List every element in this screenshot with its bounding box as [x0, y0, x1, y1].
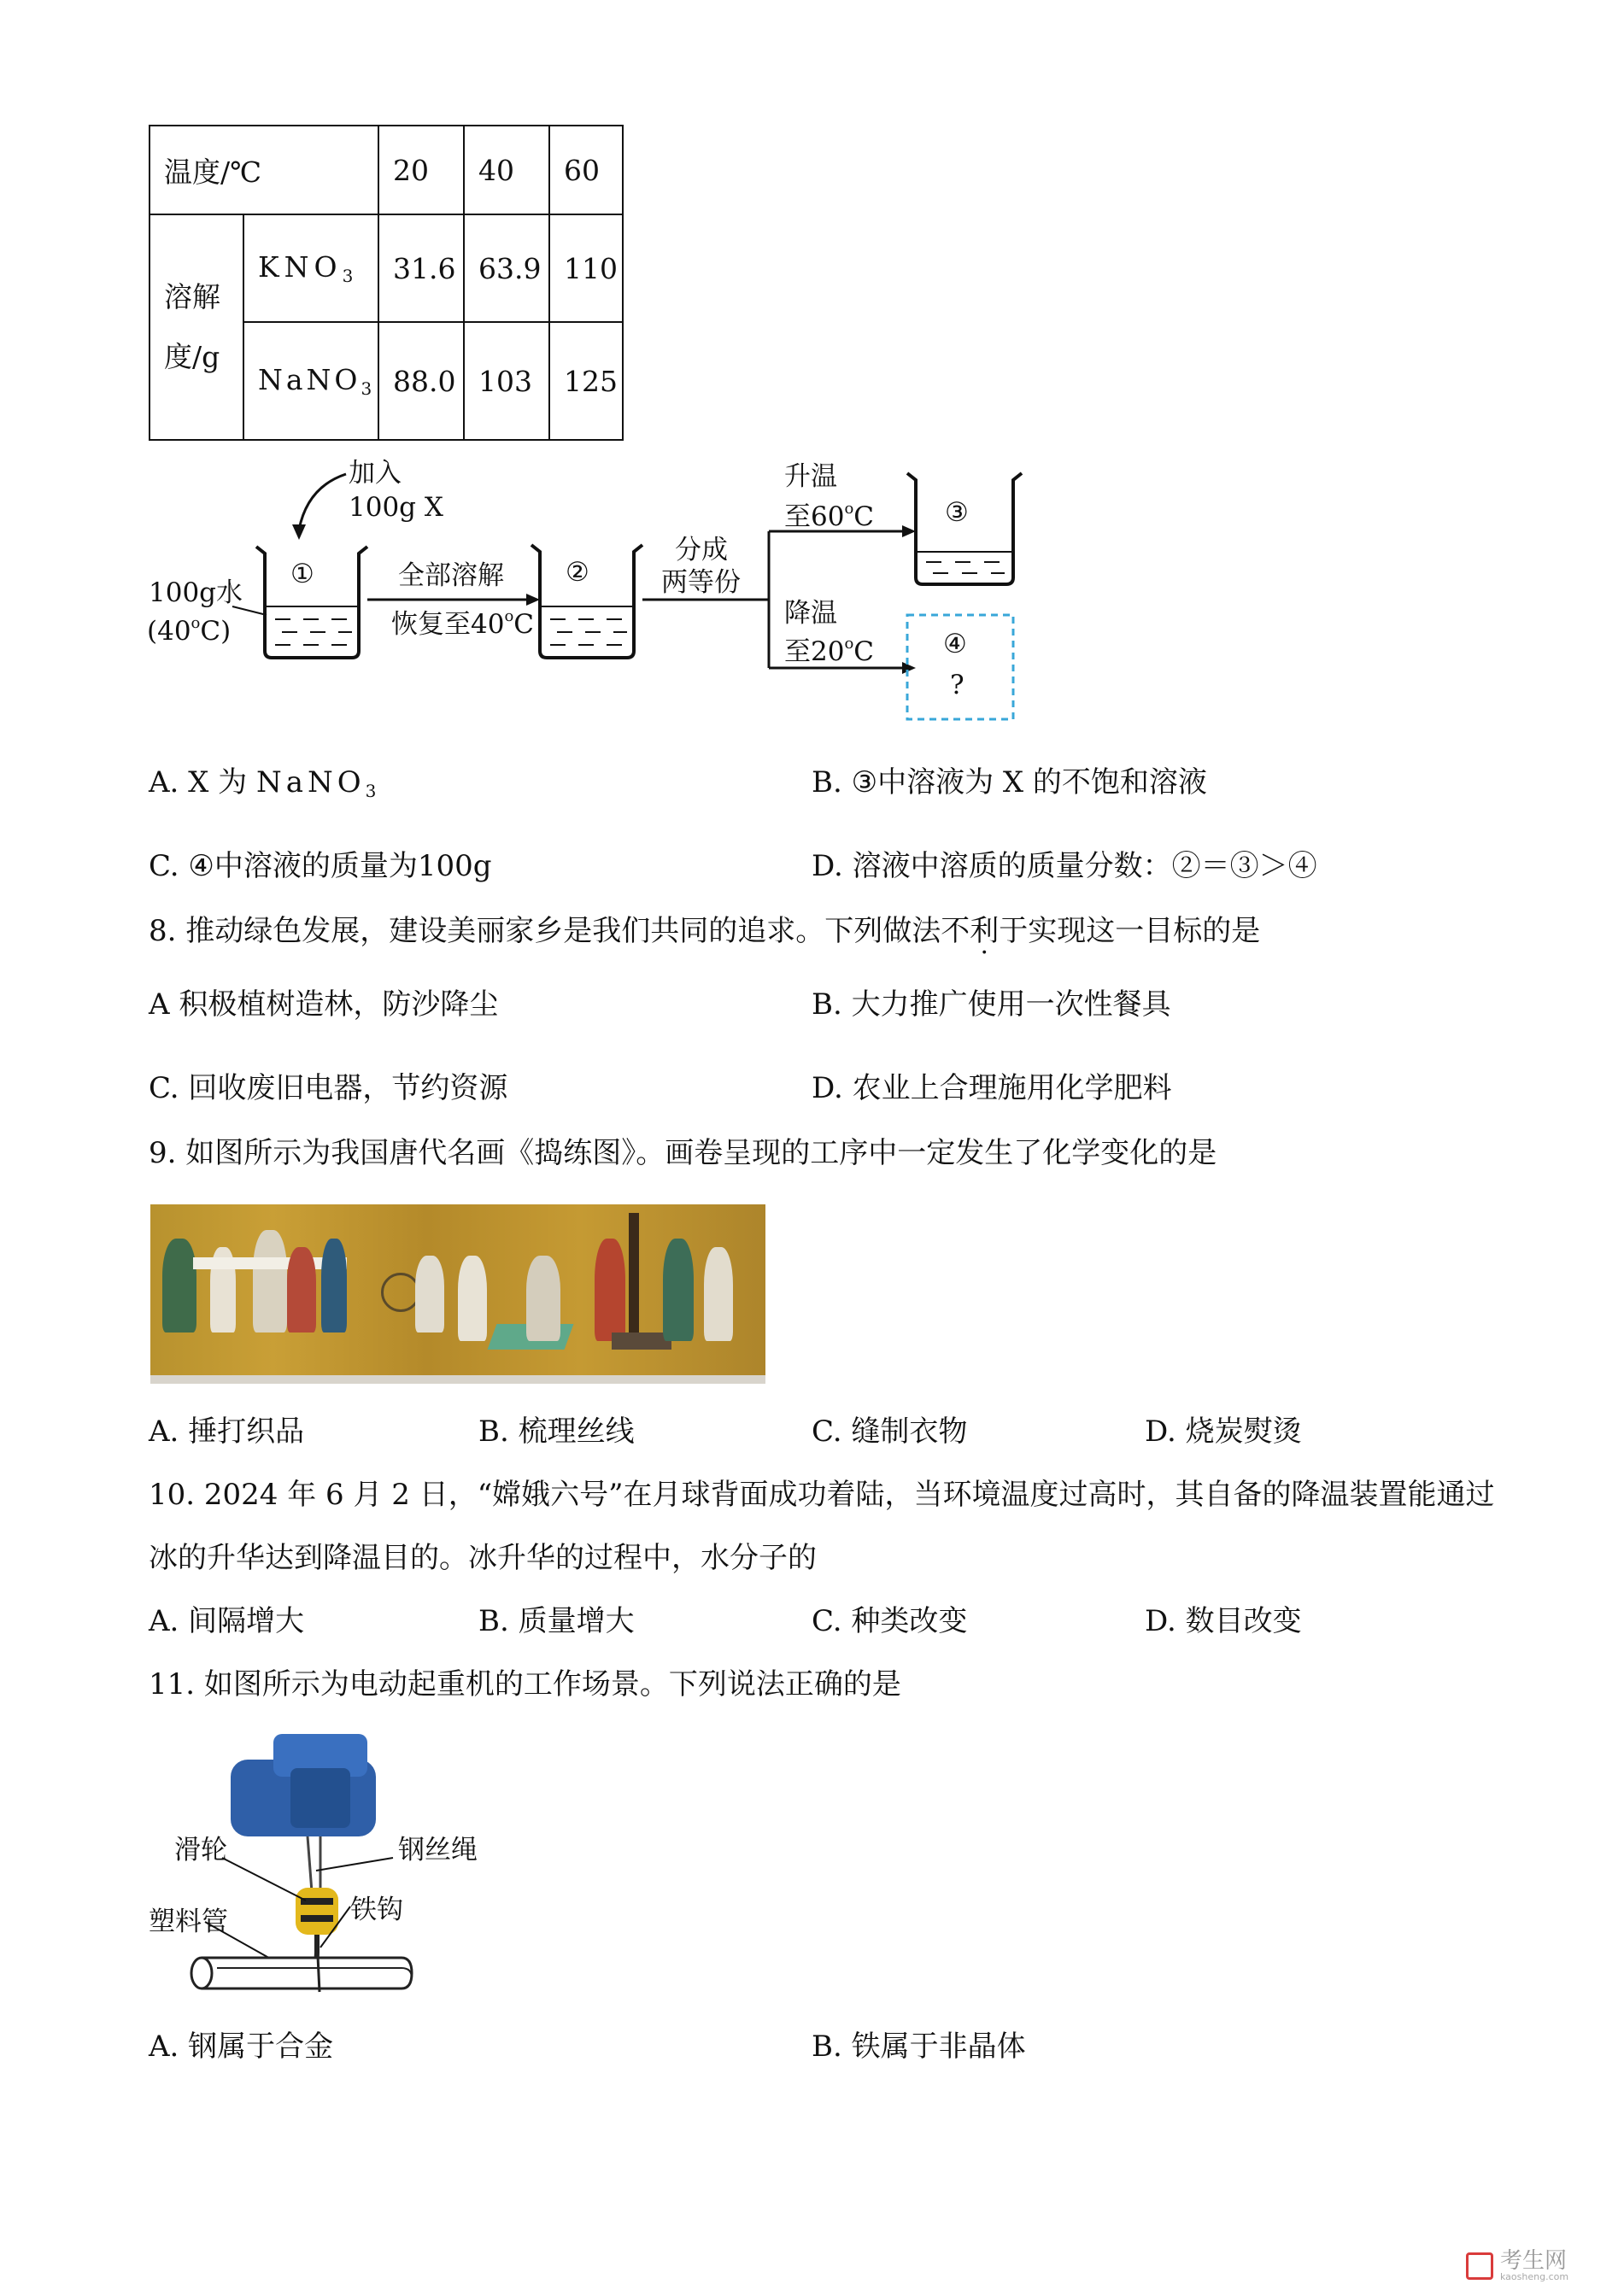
q10-option-b[interactable]: B. 质量增大 [478, 1604, 635, 1638]
substance-name: KNO [258, 250, 343, 284]
dissolve-temp-value: 恢复至40 [391, 609, 505, 640]
arrow-cool-head [902, 662, 916, 674]
q9-stem: 9. 如图所示为我国唐代名画《捣练图》。画卷呈现的工序中一定发生了化学变化的是 [149, 1136, 1217, 1170]
substance-subscript: 3 [361, 378, 376, 399]
q8-option-c[interactable]: C. 回收废旧电器，节约资源 [149, 1071, 508, 1105]
pipe-label: 塑料管 [149, 1906, 228, 1937]
substance-name: NaNO [258, 363, 361, 396]
q7-option-c[interactable] [149, 849, 492, 883]
add-arrow [299, 474, 346, 530]
heat-temp-unit: C [853, 501, 875, 532]
arrow-dissolve-bottom-label [391, 601, 534, 640]
q7-option-b[interactable]: B. ③中溶液为 X 的不饱和溶液 [812, 765, 1207, 800]
water-temp-value: (40 [147, 616, 191, 647]
water-temp-label [147, 608, 231, 647]
arrow-heat-head [902, 525, 916, 537]
q8-option-a[interactable]: A 积极植树造林，防沙降尘 [149, 987, 499, 1022]
watermark-text: 考生网 [1500, 2248, 1568, 2274]
q8-option-b[interactable]: B. 大力推广使用一次性餐具 [812, 987, 1171, 1022]
table-substance-nano3 [243, 322, 378, 440]
q10-stem-line-2: 冰的升华达到降温目的。冰升华的过程中，水分子的 [149, 1541, 817, 1575]
add-arrow-head [292, 524, 306, 540]
plastic-pipe [191, 1956, 412, 1992]
arrow-dissolve-top-label: 全部溶解 [398, 560, 504, 591]
table-cell: 125 [549, 322, 623, 440]
pulley-stripe [301, 1898, 333, 1905]
add-label: 加入 [349, 458, 402, 489]
watermark-logo [1466, 2250, 1568, 2281]
q8-option-d[interactable]: D. 农业上合理施用化学肥料 [812, 1071, 1172, 1105]
q8-stem [149, 914, 1260, 948]
q9-option-a[interactable]: A. 捶打织品 [149, 1414, 305, 1449]
heat-bottom-label [784, 494, 874, 532]
q7-option-a[interactable] [149, 765, 376, 808]
beaker-4-question: ? [950, 670, 964, 700]
stem-text: 实现这一目标的是 [1028, 914, 1261, 948]
beaker-1-label: ① [290, 559, 314, 589]
cool-bottom-label [784, 629, 874, 667]
table-cell: 88.0 [378, 322, 464, 440]
degree-mark: o [191, 614, 201, 632]
option-text: A. X 为 [149, 765, 256, 800]
substance-subscript: 3 [342, 266, 359, 286]
watermark-icon [1466, 2252, 1493, 2280]
degree-mark: o [844, 635, 854, 653]
beaker-4-label: ④ [943, 629, 967, 659]
q10-stem-line-1: 10. 2024 年 6 月 2 日，“嫦娥六号”在月球背面成功着陆，当环境温度过高时，其自备的降温装置能通过 [149, 1478, 1495, 1512]
q10-option-d[interactable]: D. 数目改变 [1145, 1604, 1302, 1638]
split-bottom-label: 两等份 [661, 567, 741, 598]
tang-painting-image [150, 1204, 765, 1384]
stem-text: 8. 推动绿色发展，建设美丽家乡是我们共同的追求。下列做法 [149, 914, 941, 948]
cool-top-label: 降温 [784, 598, 837, 629]
q11-option-a[interactable]: A. 钢属于合金 [149, 2030, 334, 2064]
q11-option-b[interactable]: B. 铁属于非晶体 [812, 2030, 1026, 2064]
dissolution-diagram [137, 453, 1042, 735]
dissolve-temp-unit: C [513, 609, 535, 640]
q9-option-c[interactable]: C. 缝制衣物 [812, 1414, 968, 1449]
chem-formula: NaNO [256, 765, 366, 800]
rope-label: 钢丝绳 [398, 1835, 478, 1866]
pulley-leader [222, 1858, 306, 1901]
q9-option-d[interactable]: D. 烧炭熨烫 [1145, 1414, 1302, 1449]
rope-line [308, 1836, 312, 1892]
table-temp-cell: 60 [549, 126, 623, 214]
table-temp-cell: 20 [378, 126, 464, 214]
degree-mark: o [504, 607, 514, 625]
solubility-label-line: 度/g [164, 340, 220, 373]
water-temp-unit: C) [200, 616, 232, 647]
option-value: 100g [417, 849, 492, 883]
cool-temp-value: 至20 [784, 636, 845, 667]
q11-stem: 11. 如图所示为电动起重机的工作场景。下列说法正确的是 [149, 1667, 901, 1702]
pulley-block [296, 1888, 338, 1935]
table-header-temp: 温度/℃ [150, 126, 378, 214]
degree-mark: o [844, 500, 854, 518]
add-amount-label: 100g X [349, 492, 443, 523]
solubility-table [149, 125, 624, 441]
cool-temp-unit: C [853, 636, 875, 667]
q9-option-b[interactable]: B. 梳理丝线 [478, 1414, 635, 1449]
heat-top-label: 升温 [784, 461, 837, 492]
table-cell: 110 [549, 214, 623, 322]
hook-label: 铁钩 [350, 1895, 403, 1925]
hoist-drum [290, 1768, 350, 1828]
table-cell: 31.6 [378, 214, 464, 322]
emphasized-text: 不利于 [941, 914, 1029, 948]
q7-option-d[interactable]: D. 溶液中溶质的质量分数：②＝③＞④ [812, 849, 1317, 883]
table-substance-kno3 [243, 214, 378, 322]
chem-subscript: 3 [365, 781, 377, 801]
pulley-label: 滑轮 [174, 1835, 227, 1866]
rope-leader [316, 1858, 393, 1871]
table-cell: 63.9 [464, 214, 549, 322]
beaker-3 [907, 473, 1022, 584]
split-top-label: 分成 [675, 535, 728, 565]
table-temp-cell: 40 [464, 126, 549, 214]
crane-image [145, 1717, 504, 2016]
water-label: 100g水 [149, 577, 243, 608]
beaker-3-label: ③ [945, 497, 969, 528]
solubility-label-line: 溶解 [164, 280, 220, 313]
table-cell: 103 [464, 322, 549, 440]
option-text: C. ④中溶液的质量为 [149, 849, 418, 883]
q10-option-c[interactable]: C. 种类改变 [812, 1604, 968, 1638]
table-solubility-label [150, 214, 243, 440]
pulley-stripe [301, 1915, 333, 1922]
heat-temp-value: 至60 [784, 501, 845, 532]
q10-option-a[interactable]: A. 间隔增大 [149, 1604, 305, 1638]
watermark-subtext: kaosheng.com [1500, 2271, 1569, 2282]
beaker-2-label: ② [566, 557, 589, 588]
